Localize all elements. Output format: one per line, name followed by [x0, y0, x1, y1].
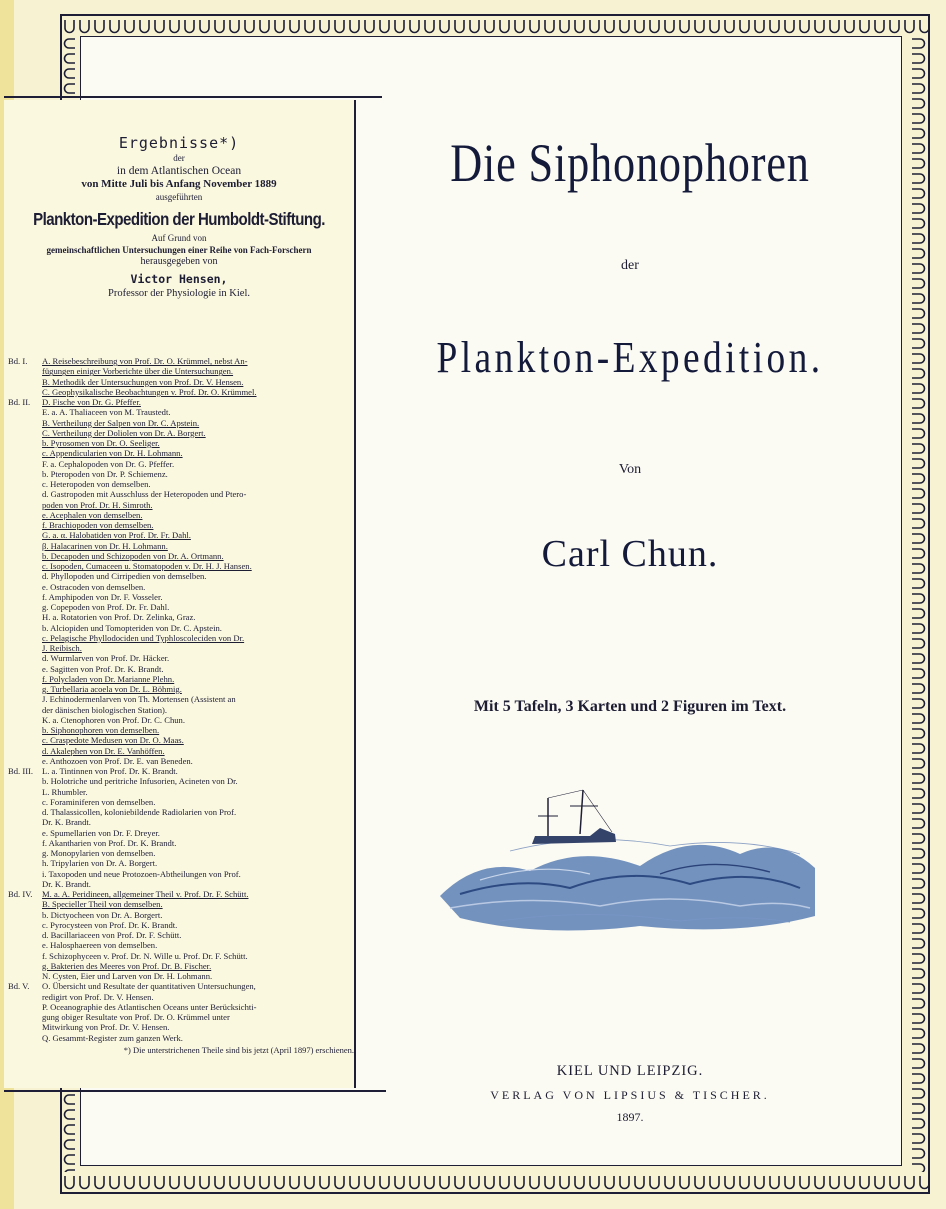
- volume-list-item: [8, 469, 348, 479]
- volume-list-item: [8, 366, 348, 376]
- series-dates: von Mitte Juli bis Anfang November 1889: [81, 178, 277, 191]
- volume-list-item: [8, 664, 348, 674]
- volume-entry-text: h. Tripylarien von Dr. A. Borgert.: [42, 858, 158, 869]
- volume-number: Bd. I.: [8, 356, 28, 366]
- series-header: [4, 134, 354, 300]
- volume-entry-text: C. Geophysikalische Beobachtungen v. Prof. Dr. O. Krümmel.: [42, 386, 257, 397]
- publication-city: KIEL UND LEIPZIG.: [556, 1063, 704, 1079]
- volume-list-item: [8, 582, 348, 592]
- volume-entry-text: f. Schizophyceen v. Prof. Dr. N. Wille u. Prof. Dr. F. Schütt.: [42, 950, 248, 961]
- volume-entry-text: b. Decapoden und Schizopoden von Dr. A. Ortmann.: [42, 550, 224, 561]
- volume-list-item: [8, 684, 348, 694]
- volume-entry-text: c. Heteropoden von demselben.: [42, 479, 151, 489]
- volume-list-item: [8, 541, 348, 551]
- volume-entry-text: c. Appendicularien von Dr. H. Lohmann.: [42, 448, 183, 459]
- volume-entry-text: b. Pyrosomen von Dr. O. Seeliger.: [42, 438, 160, 448]
- border-pattern-top: [62, 16, 928, 36]
- series-joint: gemeinschaftlichen Untersuchungen einer Reihe von Fach-Forschern: [46, 244, 312, 255]
- series-expedition-title: Plankton-Expedition der Humboldt-Stiftung.: [33, 209, 325, 230]
- volume-entry-text: B. Vertheilung der Salpen von Dr. C. Apstein.: [42, 417, 200, 428]
- volume-list-item: [8, 633, 348, 643]
- volume-list-item: [8, 920, 348, 930]
- volume-entry-text: O. Übersicht und Resultate der quantitativen Untersuchungen,: [42, 981, 256, 992]
- volume-list-item: [8, 766, 348, 776]
- volume-entry-text: d. Bacillariaceen von Prof. Dr. F. Schütt.: [42, 930, 182, 940]
- volume-entry-text: β. Halacarinen von Dr. H. Lohmann.: [42, 540, 168, 551]
- volume-list-item: [8, 418, 348, 428]
- border-pattern-bottom: [62, 1172, 928, 1192]
- volume-entry-text: B. Methodik der Untersuchungen von Prof. Dr. V. Hensen.: [42, 376, 244, 387]
- volume-entry-text: Dr. K. Brandt.: [42, 817, 91, 828]
- volume-list-item: [8, 951, 348, 961]
- volume-list-item: [8, 735, 348, 745]
- volume-entry-text: e. Sagitten von Prof. Dr. K. Brandt.: [42, 663, 164, 674]
- volume-entry-text: der dänischen biologischen Station).: [42, 704, 168, 715]
- panel-rule-bottom: [4, 1090, 386, 1092]
- volume-list-item: [8, 725, 348, 735]
- volume-list-item: [8, 510, 348, 520]
- volume-number: Bd. III.: [8, 766, 34, 776]
- volume-list-item: [8, 500, 348, 510]
- title-von: Von: [618, 462, 642, 477]
- volume-entry-text: B. Specieller Theil von demselben.: [42, 899, 163, 910]
- volume-list-item: [8, 776, 348, 786]
- volume-entry-text: b. Alciopiden und Tomopteriden von Dr. C. Apstein.: [42, 622, 222, 633]
- plates-note: Mit 5 Tafeln, 3 Karten und 2 Figuren im Text.: [473, 698, 787, 715]
- volume-list-item: [8, 940, 348, 950]
- volume-list-item: [8, 530, 348, 540]
- volume-list-item: [8, 1033, 348, 1043]
- volume-list-item: [8, 817, 348, 827]
- title-der: der: [621, 258, 639, 273]
- volume-entry-text: d. Thalassicollen, koloniebildende Radiolarien von Prof.: [42, 807, 237, 817]
- volume-list-item: [8, 889, 348, 899]
- series-editor-title: Professor der Physiologie in Kiel.: [107, 287, 251, 299]
- volume-list-item: [8, 838, 348, 848]
- volume-entry-text: d. Phyllopoden und Cirripedien von demselben.: [42, 571, 207, 582]
- volume-list-item: [8, 899, 348, 909]
- volume-entry-text: D. Fische von Dr. G. Pfeffer.: [42, 397, 141, 407]
- volume-list-item: [8, 787, 348, 797]
- book-subtitle: Plankton-Expedition.: [436, 333, 824, 382]
- volume-entry-text: c. Pelagische Phyllodociden und Typhloscoleciden von Dr.: [42, 632, 245, 643]
- volume-entry-text: c. Isopoden, Cumaceen u. Stomatopoden v. Dr. H. J. Hansen.: [42, 561, 252, 571]
- volume-list-item: [8, 551, 348, 561]
- volume-list-item: [8, 992, 348, 1002]
- volume-list-item: [8, 746, 348, 756]
- volume-entry-text: e. Anthozoen von Prof. Dr. E. van Beneden.: [42, 755, 193, 766]
- volume-entry-text: c. Foraminiferen von demselben.: [42, 796, 156, 807]
- volume-entry-text: b. Dictyocheen von Dr. A. Borgert.: [42, 909, 163, 920]
- volume-list-item: [8, 971, 348, 981]
- volume-entry-text: f. Akantharien von Prof. Dr. K. Brandt.: [42, 837, 177, 848]
- book-title: Die Siphonophoren: [450, 133, 810, 193]
- volume-entry-text: b. Pteropoden von Dr. P. Schiemenz.: [42, 468, 168, 479]
- book-author: Carl Chun.: [541, 533, 719, 575]
- series-list-panel: [4, 100, 356, 1088]
- volume-list-item: [8, 459, 348, 469]
- volume-number: Bd. II.: [8, 397, 31, 407]
- volume-list-item: [8, 438, 348, 448]
- volume-entry-text: K. a. Ctenophoren von Prof. Dr. C. Chun.: [42, 714, 185, 725]
- volume-entry-text: i. Taxopoden und neue Protozoen-Abtheilungen von Prof.: [42, 868, 241, 879]
- volume-entry-text: M. a. A. Peridineen, allgemeiner Theil v. Prof. Dr. F. Schütt.: [42, 889, 249, 899]
- volume-entry-text: b. Holotriche und peritriche Infusorien, Acineten von Dr.: [42, 776, 238, 787]
- volume-list-item: [8, 592, 348, 602]
- volume-list-item: [8, 797, 348, 807]
- volume-list-item: [8, 653, 348, 663]
- volume-list-item: [8, 828, 348, 838]
- volume-list-item: [8, 428, 348, 438]
- volume-list-item: [8, 448, 348, 458]
- volume-list-item: [8, 623, 348, 633]
- volume-list-item: [8, 356, 348, 366]
- volume-entry-text: P. Oceanographie des Atlantischen Oceans unter Berücksichti-: [42, 1001, 257, 1012]
- volume-entry-text: f. Polycladen von Dr. Marianne Plehn.: [42, 673, 175, 684]
- volume-number: Bd. IV.: [8, 889, 33, 899]
- volume-list-item: [8, 910, 348, 920]
- volume-entry-text: J. Echinodermenlarven von Th. Mortensen (Assistent an: [42, 694, 236, 705]
- volume-list-item: [8, 879, 348, 889]
- volume-entry-text: A. Reisebeschreibung von Prof. Dr. O. Krümmel, nebst An-: [42, 356, 248, 366]
- volume-number: Bd. V.: [8, 981, 30, 992]
- volume-entry-text: f. Brachiopoden von demselben.: [42, 520, 154, 530]
- volume-list-item: [8, 407, 348, 417]
- volume-entry-text: e. Acephalen von demselben.: [42, 509, 143, 520]
- volume-entry-text: e. Ostracoden von demselben.: [42, 581, 146, 592]
- series-basis: Auf Grund von: [151, 233, 207, 244]
- volume-entry-text: G. a. α. Halobatiden von Prof. Dr. Fr. Dahl.: [42, 530, 191, 541]
- volume-list-item: [8, 858, 348, 868]
- volume-entry-text: C. Vertheilung der Doliolen von Dr. A. Borgert.: [42, 427, 206, 438]
- volume-list-item: [8, 377, 348, 387]
- volume-list-item: [8, 571, 348, 581]
- volume-entry-text: e. Halosphaereen von demselben.: [42, 940, 158, 951]
- volume-list-item: [8, 807, 348, 817]
- volume-list-item: [8, 1002, 348, 1012]
- steamship-at-sea-illustration: [440, 776, 820, 936]
- series-heading: Ergebnisse*): [118, 134, 240, 152]
- series-edited: herausgegeben von: [140, 255, 218, 267]
- volume-list-item: [8, 981, 348, 991]
- series-der: der: [173, 152, 185, 163]
- volume-list-item: [8, 643, 348, 653]
- volume-list-item: [8, 961, 348, 971]
- volume-list-item: [8, 705, 348, 715]
- volume-entry-text: Mitwirkung von Prof. Dr. V. Hensen.: [42, 1022, 170, 1033]
- border-pattern-left-top: [62, 36, 80, 98]
- series-footnote: *) Die unterstrichenen Theile sind bis jetzt (April 1897) erschienen.: [123, 1045, 354, 1055]
- series-editor: Victor Hensen,: [130, 272, 228, 287]
- volume-entry-text: L. a. Tintinnen von Prof. Dr. K. Brandt.: [42, 766, 178, 776]
- volume-list-item: [8, 869, 348, 879]
- volume-entry-text: g. Bakterien des Meeres von Prof. Dr. B. Fischer.: [42, 960, 212, 971]
- volume-entry-text: redigirt von Prof. Dr. V. Hensen.: [42, 991, 154, 1002]
- series-ocean: in dem Atlantischen Ocean: [116, 165, 242, 177]
- volume-list-item: [8, 387, 348, 397]
- volume-entry-text: g. Copepoden von Prof. Dr. Fr. Dahl.: [42, 602, 170, 612]
- volume-list-item: [8, 694, 348, 704]
- volume-list-item: [8, 930, 348, 940]
- volume-entry-text: J. Reibisch.: [42, 643, 82, 653]
- volume-entry-text: b. Siphonophoren von demselben.: [42, 725, 160, 735]
- volume-entry-text: Dr. K. Brandt.: [42, 878, 91, 889]
- volume-entry-text: d. Gastropoden mit Ausschluss der Heteropoden und Ptero-: [42, 489, 247, 500]
- volume-list-item: [8, 561, 348, 571]
- volume-entry-text: H. a. Rotatorien von Prof. Dr. Zelinka, Graz.: [42, 612, 196, 623]
- volume-list-item: [8, 674, 348, 684]
- volume-entry-text: g. Turbellaria acoela von Dr. L. Böhmig.: [42, 684, 182, 694]
- volume-entry-text: c. Craspedote Medusen von Dr. O. Maas.: [42, 735, 184, 746]
- volume-entry-text: c. Pyrocysteen von Prof. Dr. K. Brandt.: [42, 919, 178, 930]
- volume-list-item: [8, 756, 348, 766]
- volume-entry-text: Q. Gesammt-Register zum ganzen Werk.: [42, 1032, 183, 1043]
- volume-entry-text: g. Monopylarien von demselben.: [42, 848, 156, 858]
- volume-list-item: [8, 612, 348, 622]
- panel-rule-top: [4, 96, 382, 98]
- volume-entry-text: poden von Prof. Dr. H. Simroth.: [42, 499, 153, 510]
- border-pattern-right: [906, 36, 928, 1172]
- volume-list-item: [8, 1022, 348, 1032]
- volume-list-item: [8, 520, 348, 530]
- volume-entry-text: E. a. A. Thaliaceen von M. Traustedt.: [42, 407, 171, 418]
- volume-entry-text: fügungen einiger Vorberichte über die Untersuchungen.: [42, 366, 234, 377]
- volume-list-item: [8, 1012, 348, 1022]
- volume-list-item: [8, 479, 348, 489]
- publication-year: 1897.: [616, 1110, 644, 1124]
- volume-entry-text: F. a. Cephalopoden von Dr. G. Pfeffer.: [42, 458, 175, 469]
- volume-entry-text: gung obiger Resultate von Prof. Dr. O. Krümmel unter: [42, 1012, 230, 1022]
- volume-list: [8, 356, 348, 1043]
- volume-list-item: [8, 848, 348, 858]
- volume-entry-text: d. Akalephen von Dr. E. Vanhöffen.: [42, 745, 165, 756]
- volume-entry-text: L. Rhumbler.: [42, 786, 88, 797]
- volume-list-item: [8, 397, 348, 407]
- volume-entry-text: e. Spumellarien von Dr. F. Dreyer.: [42, 827, 160, 838]
- publisher: VERLAG VON LIPSIUS & TISCHER.: [490, 1088, 770, 1102]
- volume-entry-text: N. Cysten, Eier und Larven von Dr. H. Lohmann.: [42, 971, 213, 981]
- border-pattern-left-bottom: [62, 1092, 80, 1172]
- volume-entry-text: d. Wurmlarven von Prof. Dr. Häcker.: [42, 653, 170, 664]
- volume-list-item: [8, 489, 348, 499]
- volume-list-item: [8, 602, 348, 612]
- series-executed: ausgeführten: [155, 192, 203, 203]
- volume-list-item: [8, 715, 348, 725]
- volume-entry-text: f. Amphipoden von Dr. F. Vosseler.: [42, 591, 163, 602]
